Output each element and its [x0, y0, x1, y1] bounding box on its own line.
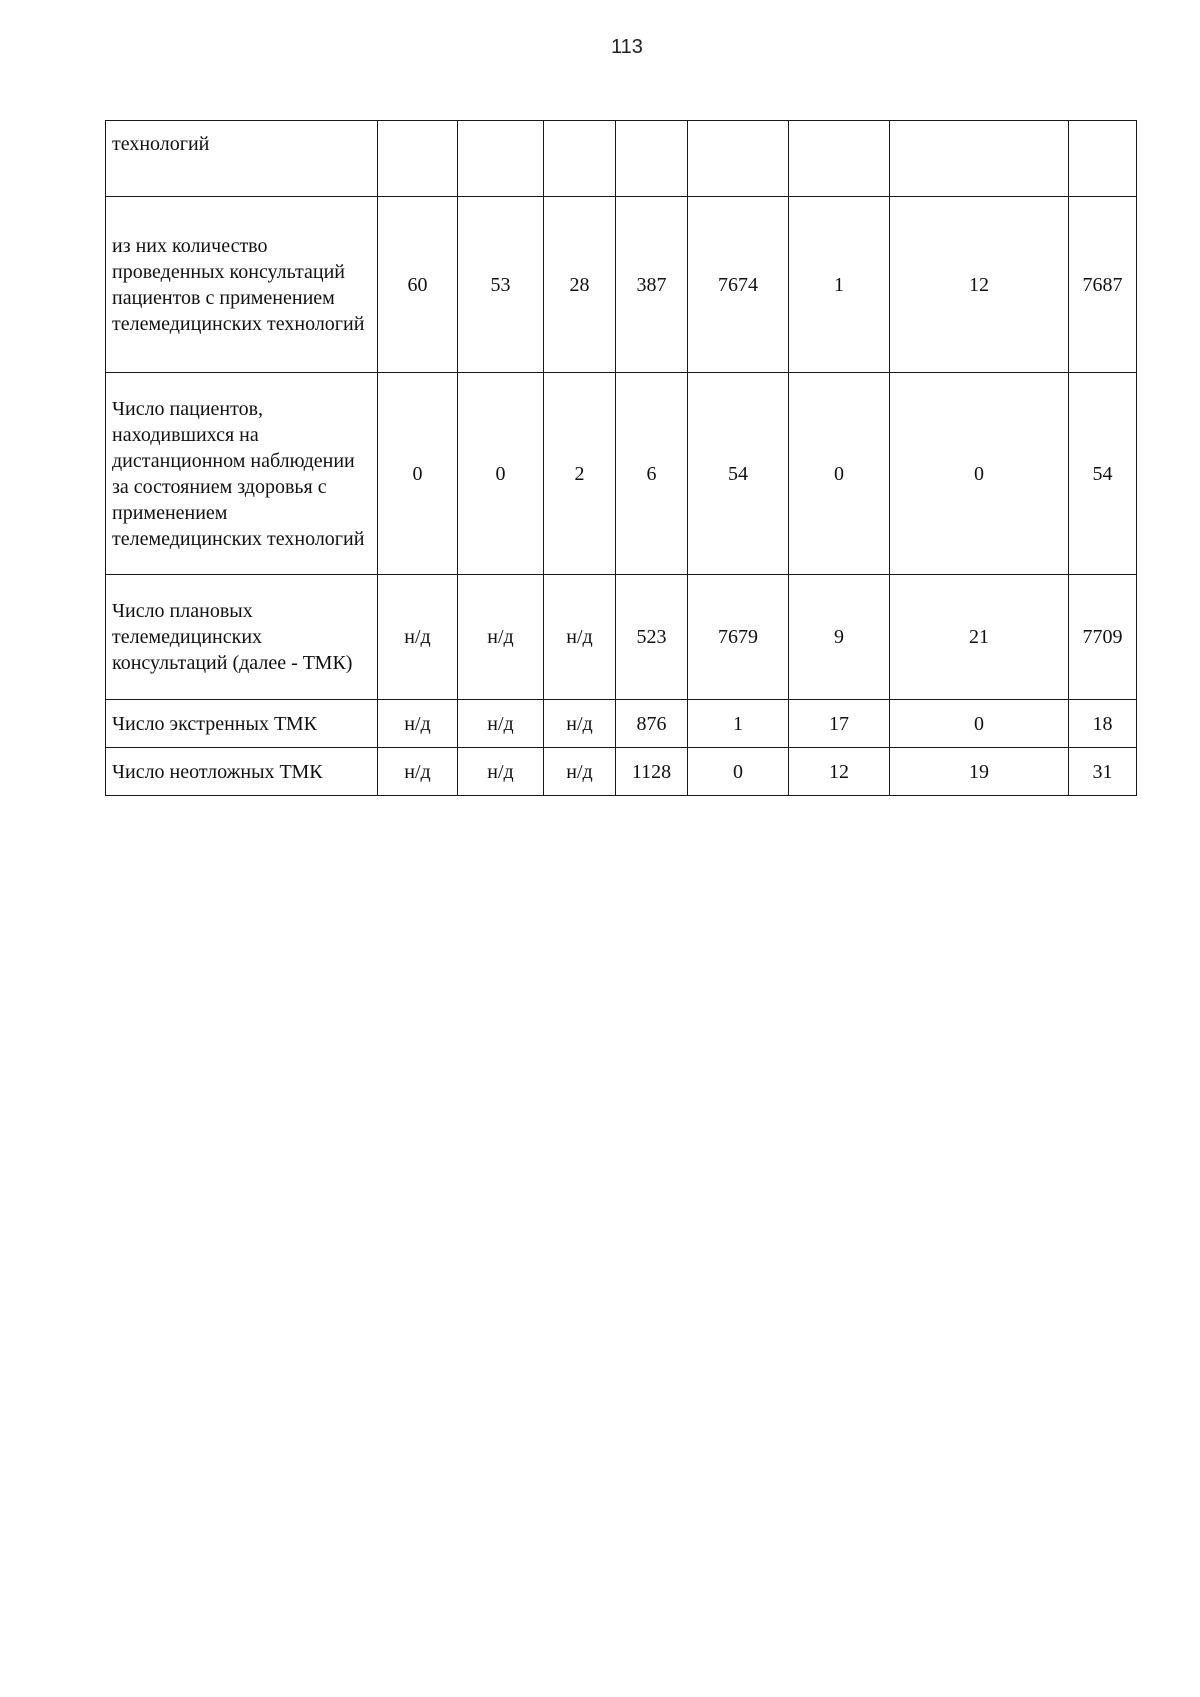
- table-cell: 0: [890, 700, 1069, 748]
- table-cell: 54: [1069, 373, 1137, 575]
- table-cell: 0: [890, 373, 1069, 575]
- table-row: [106, 748, 1137, 796]
- table-cell: 18: [1069, 700, 1137, 748]
- table-cell: [616, 121, 688, 197]
- table-cell: 0: [458, 373, 544, 575]
- table-cell: 6: [616, 373, 688, 575]
- table-cell: 53: [458, 197, 544, 373]
- table-cell: н/д: [544, 700, 616, 748]
- table-row: [106, 700, 1137, 748]
- table-cell: [544, 121, 616, 197]
- table-cell: н/д: [458, 575, 544, 700]
- table-cell: 0: [378, 373, 458, 575]
- table-cell: 9: [789, 575, 890, 700]
- table-row: [106, 121, 1137, 197]
- table-cell: 876: [616, 700, 688, 748]
- table-row: [106, 373, 1137, 575]
- table-cell: н/д: [458, 700, 544, 748]
- table-cell: 1128: [616, 748, 688, 796]
- table-row: [106, 575, 1137, 700]
- table-cell: н/д: [378, 575, 458, 700]
- table-cell: 19: [890, 748, 1069, 796]
- row-label: Число пациентов, находившихся на дистанционном наблюдении за состоянием здоровья с применением телемедицинских технологий: [106, 373, 378, 575]
- table-cell: н/д: [378, 700, 458, 748]
- table-row: [106, 197, 1137, 373]
- table-cell: 12: [789, 748, 890, 796]
- row-label: Число плановых телемедицинских консультаций (далее - ТМК): [106, 575, 378, 700]
- table-cell: 7679: [688, 575, 789, 700]
- table-cell: [1069, 121, 1137, 197]
- table-cell: 0: [789, 373, 890, 575]
- table-cell: 12: [890, 197, 1069, 373]
- table-cell: 1: [789, 197, 890, 373]
- table-cell: 31: [1069, 748, 1137, 796]
- table-cell: 523: [616, 575, 688, 700]
- table-cell: 387: [616, 197, 688, 373]
- table-body: [106, 121, 1137, 796]
- table-cell: 7687: [1069, 197, 1137, 373]
- table-cell: 2: [544, 373, 616, 575]
- row-label: Число экстренных ТМК: [106, 700, 378, 748]
- table-cell: 0: [688, 748, 789, 796]
- table-cell: [890, 121, 1069, 197]
- table-cell: 28: [544, 197, 616, 373]
- table-cell: н/д: [544, 748, 616, 796]
- statistics-table: [105, 120, 1137, 796]
- table-cell: н/д: [458, 748, 544, 796]
- table-cell: 7709: [1069, 575, 1137, 700]
- table-cell: 17: [789, 700, 890, 748]
- table-cell: 1: [688, 700, 789, 748]
- row-label: из них количество проведенных консультаций пациентов с применением телемедицинских технологий: [106, 197, 378, 373]
- table-cell: [378, 121, 458, 197]
- table-cell: 7674: [688, 197, 789, 373]
- row-label: технологий: [106, 121, 378, 197]
- table-cell: 54: [688, 373, 789, 575]
- table-cell: [458, 121, 544, 197]
- table-cell: [789, 121, 890, 197]
- table-cell: н/д: [544, 575, 616, 700]
- table-cell: н/д: [378, 748, 458, 796]
- table-cell: [688, 121, 789, 197]
- table-cell: 60: [378, 197, 458, 373]
- row-label: Число неотложных ТМК: [106, 748, 378, 796]
- page-number: 113: [611, 36, 643, 58]
- table-cell: 21: [890, 575, 1069, 700]
